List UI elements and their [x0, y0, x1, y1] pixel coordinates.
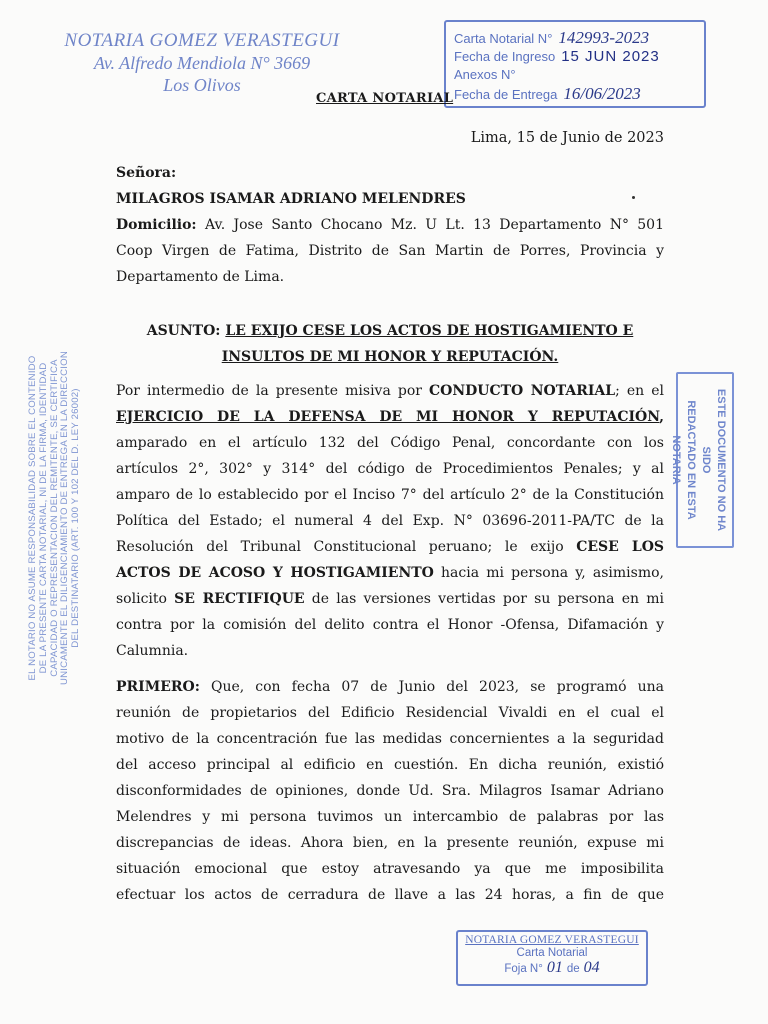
entrega-row: [454, 84, 641, 104]
p1-l8a: ACTOS DE ACOSO Y HOSTIGAMIENTO: [116, 565, 434, 581]
disclaimer-line-5: DEL DESTINATARIO (ART. 100 Y 102 DEL D. LEY 26002): [70, 388, 82, 648]
document-title: CARTA NOTARIAL: [316, 91, 454, 106]
footer-carta-label: Carta Notarial: [516, 947, 588, 959]
p1-l8b: hacia mi persona y, asimismo,: [433, 565, 664, 581]
place-date: Lima, 15 de Junio de 2023: [470, 130, 664, 146]
p2-line-2: reunión de propietarios del Edificio Residencial Vivaldi en el cual el: [116, 705, 664, 721]
recipient-name-block: [116, 186, 664, 212]
footer-notary-name: NOTARIA GOMEZ VERASTEGUI: [465, 934, 639, 946]
domicilio-text-1: Av. Jose Santo Chocano Mz. U Lt. 13 Departamento N° 501: [204, 217, 664, 233]
p1-line-2: [116, 404, 664, 430]
p1-line-11: Calumnia.: [116, 643, 189, 659]
p2-l5b: . Milagros Isamar Adriano: [466, 783, 664, 799]
domicilio-block: [116, 212, 664, 290]
p1-line-3: amparado en el artículo 132 del Código Penal, concordante con los: [116, 435, 664, 451]
p1-line-10: contra por la comisión del delito contra el Honor -Ofensa, Difamación y: [116, 617, 664, 633]
paragraph-primero: [116, 674, 664, 908]
disclaimer-line-1: EL NOTARIO NO ASUME RESPONSABILIDAD SOBRE EL CONTENIDO: [27, 355, 38, 681]
foja-label: Foja N°: [504, 963, 543, 975]
subject-line-1: [116, 318, 664, 344]
domicilio-line-2: Coop Virgen de Fatima, Distrito de San Martin de Porres, Provincia y: [116, 243, 664, 259]
page-count-stamp: [456, 930, 648, 986]
p1-l9a: solicito: [116, 591, 175, 607]
p2-l5a: disconformidades de opiniones, donde Ud. Sra: [116, 783, 467, 799]
p2-line-5: [116, 778, 664, 804]
p1-l7b: CESE LOS: [576, 539, 664, 555]
notary-header-stamp: [52, 30, 352, 96]
entrega-date: 16/06/2023: [563, 84, 641, 103]
p2-l1: Que, con fecha 07 de Junio del 2023, se programó una: [199, 679, 664, 695]
p2-line-6: Melendres y mi persona tuvimos un intercambio de palabras por las: [116, 809, 664, 825]
foja-de-label: de: [566, 963, 580, 975]
p1-l2b: ,: [659, 409, 664, 425]
notary-name: NOTARIA GOMEZ VERASTEGUI: [64, 30, 340, 51]
foja-number: 01: [546, 959, 563, 976]
p2-line-7: discrepancias de ideas. Ahora bien, en la presente reunión, expuse mi: [116, 835, 664, 851]
not-drafted-line-2: REDACTADO EN ESTA NOTARIA: [670, 400, 697, 520]
subject-line-2: [116, 344, 664, 370]
anexos-label: Anexos N°: [454, 67, 516, 82]
footer-foja-row: [458, 959, 646, 977]
p1-l1b: CONDUCTO NOTARIAL: [429, 383, 616, 399]
entrega-label: Fecha de Entrega: [454, 87, 558, 102]
carta-number-row: [454, 28, 649, 48]
subject-text-1: LE EXIJO CESE LOS ACTOS DE HOSTIGAMIENTO E: [225, 323, 634, 339]
not-drafted-text: [668, 376, 728, 544]
p1-l9b: SE RECTIFIQUE: [174, 591, 305, 607]
domicilio-line-1: [116, 212, 664, 238]
p1-l7a: Resolución del Tribunal Constitucional peruano; le exijo: [116, 539, 577, 555]
not-drafted-line-1: ESTE DOCUMENTO NO HA SIDO: [700, 388, 727, 532]
p1-l9c: de las versiones vertidas por su persona en mi: [304, 591, 664, 607]
disclaimer-line-2: DE LA PRESENTE CARTA NOTARIAL, NI DE LA FIRMA, IDENTIDAD: [37, 362, 49, 674]
p1-line-5: amparo de lo establecido por el Inciso 7° del artículo 2° de la Constitución: [116, 487, 664, 503]
p1-line-4: artículos 2°, 302° y 314° del código de Procedimientos Penales; y al: [116, 461, 664, 477]
paragraph-intro: [116, 378, 664, 664]
p1-line-7: [116, 534, 664, 560]
disclaimer-text: [28, 318, 82, 718]
p1-line-9: [116, 586, 664, 612]
p2-line-8: situación emocional que estoy atravesando ya que me imposibilita: [116, 861, 664, 877]
carta-number-label: Carta Notarial N°: [454, 31, 553, 46]
domicilio-line-3: Departamento de Lima.: [116, 269, 285, 285]
p2-line-9: efectuar los actos de cerradura de llave a las 24 horas, a fin de que: [116, 887, 664, 903]
domicilio-label: Domicilio:: [116, 217, 197, 233]
ingreso-date: 15 JUN 2023: [561, 48, 660, 65]
paper-speck: [632, 196, 635, 199]
subject-label: ASUNTO:: [146, 323, 221, 339]
subject-text-2: INSULTOS DE MI HONOR Y REPUTACIÓN.: [221, 349, 559, 365]
p1-l2a: EJERCICIO DE LA DEFENSA DE MI HONOR Y REPUTACIÓN: [116, 409, 660, 425]
foja-total: 04: [583, 959, 600, 976]
disclaimer-line-4: UNICAMENTE EL DILIGENCIAMIENTO DE ENTREGA EN LA DIRECCION: [59, 351, 71, 685]
p2-line-1: [116, 674, 664, 700]
not-drafted-stamp: [670, 372, 734, 548]
p1-l1c: ; en el: [615, 383, 664, 399]
notary-address: Av. Alfredo Mendiola N° 3669: [93, 53, 311, 73]
p2-line-3: motivo de la concentración fue las medidas concernientes a la seguridad: [116, 731, 664, 747]
p2-line-4: del acceso principal al edificio en cuestión. En dicha reunión, existió: [116, 757, 664, 773]
carta-number-value: 142993-2023: [558, 28, 650, 47]
disclaimer-line-3: CAPACIDAD O REPRESENTACION DEL REMITENTE, SE CERTIFICA: [48, 359, 60, 677]
p1-line-8: [116, 560, 664, 586]
notary-disclaimer-stamp: [28, 318, 128, 718]
p1-line-6: Política del Estado; el numeral 4 del Exp. N° 03696-2011-PA/TC de la: [116, 513, 664, 529]
p1-l1a: Por intermedio de la presente misiva por: [116, 383, 429, 399]
p2-label: PRIMERO:: [116, 679, 200, 695]
recipient-block: [116, 160, 664, 186]
ingreso-row: [454, 48, 660, 68]
subject-block: [116, 318, 664, 370]
p1-line-1: [116, 378, 664, 404]
recipient-name: MILAGROS ISAMAR ADRIANO MELENDRES: [116, 191, 466, 207]
ingreso-label: Fecha de Ingreso: [454, 49, 556, 64]
registration-stamp: [444, 20, 706, 108]
notary-district: Los Olivos: [163, 75, 241, 95]
salutation: Señora:: [116, 165, 177, 181]
